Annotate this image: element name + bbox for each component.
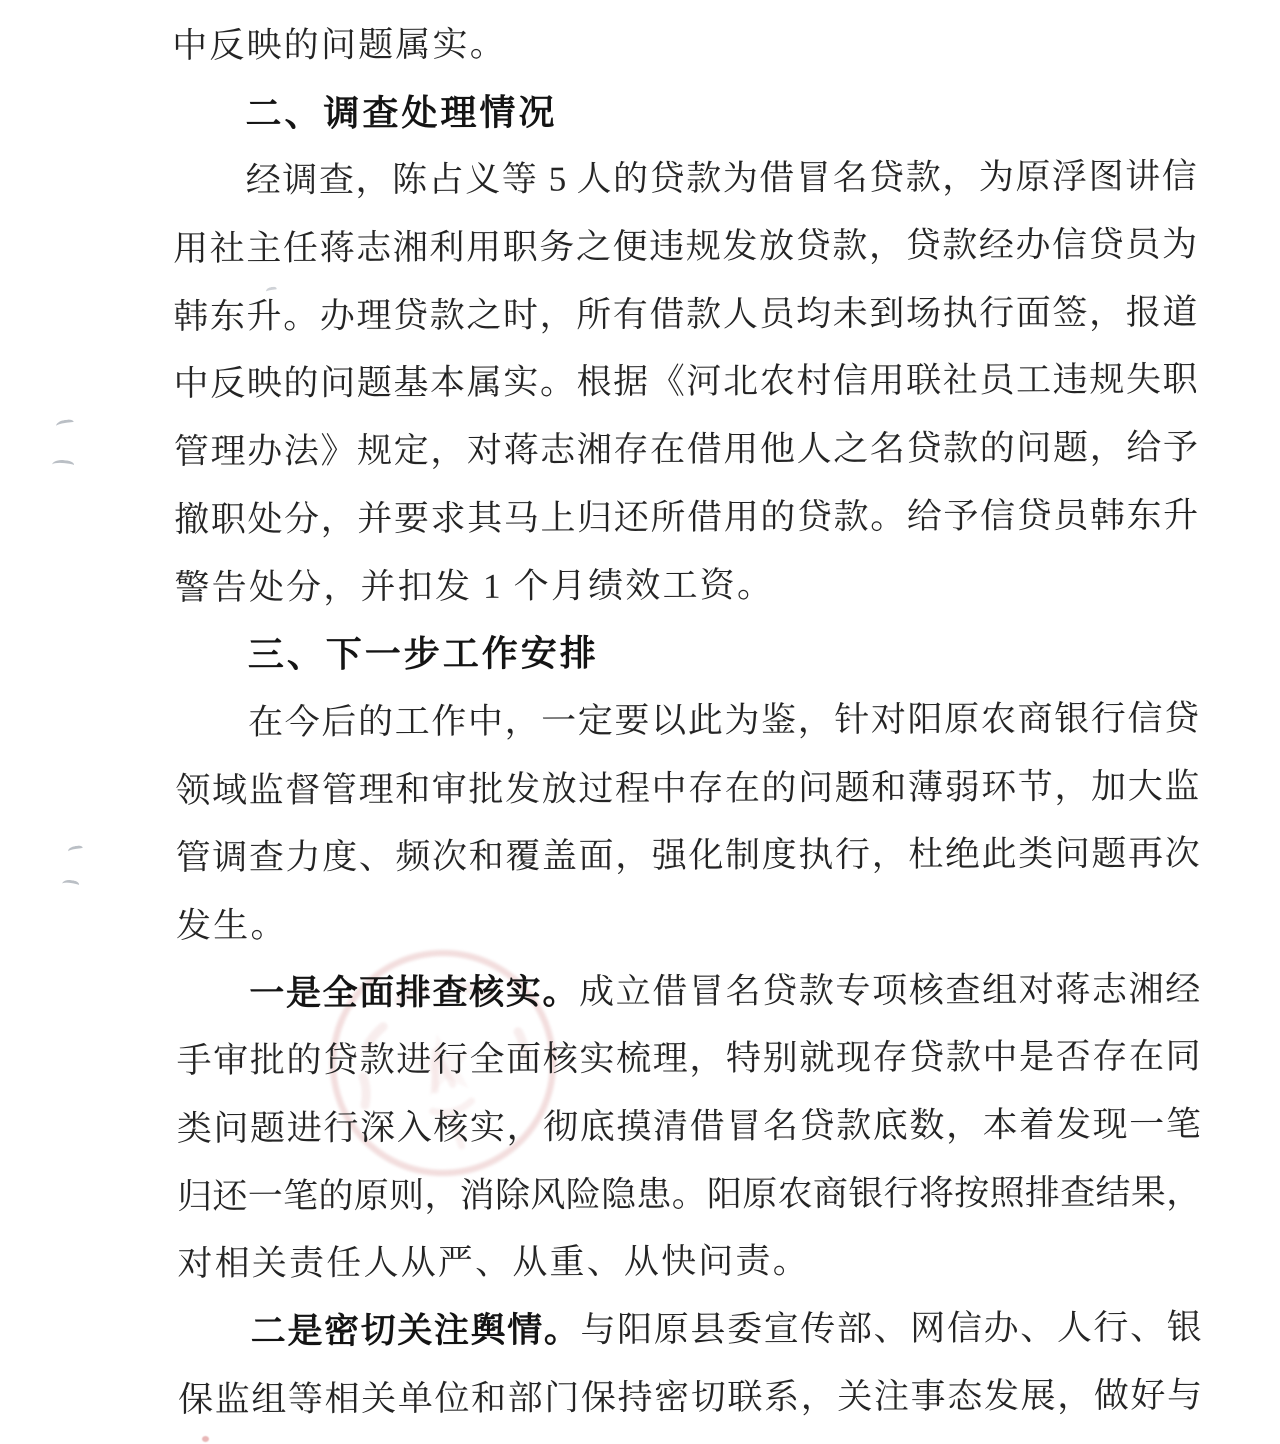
text-segment: 保监组等相关单位和部门保持密切联系，关注事态发展，做好与 (177, 1375, 1203, 1419)
paragraph-line (174, 414, 1198, 486)
text-segment: 中反映的问题基本属实。根据《河北农村信用联社员工违规失职 (173, 360, 1198, 404)
paragraph-line (174, 482, 1198, 554)
paragraph-line (174, 549, 1198, 621)
bold-emphasis-run: 一是全面排查核实。 (249, 972, 580, 1013)
text-segment: 用社主任蒋志湘利用职务之便违规发放贷款，贷款经办信贷员为 (172, 224, 1198, 269)
section-heading (172, 75, 1196, 147)
text-segment: 中反映的问题属实。 (172, 24, 508, 66)
paragraph-line (177, 1091, 1201, 1163)
paragraph-line (178, 1362, 1202, 1434)
paragraph-line (172, 8, 1196, 80)
text-segment: 与阳原县委宣传部、网信办、人行、银 (580, 1307, 1202, 1350)
paragraph-line (175, 752, 1199, 824)
text-segment: 管调查力度、频次和覆盖面，强化制度执行，杜绝此类问题再次 (175, 834, 1200, 878)
section-heading (175, 617, 1199, 689)
paragraph-line (176, 888, 1200, 960)
paragraph-line (173, 279, 1197, 351)
red-ink-dot (202, 1436, 209, 1442)
paragraph-line (177, 1226, 1201, 1298)
paragraph-line (176, 820, 1200, 892)
paragraph-line (173, 143, 1197, 215)
paragraph-line (175, 685, 1199, 757)
text-segment: 对相关责任人从严、从重、从快问责。 (177, 1241, 810, 1284)
text-segment: 韩东升。办理贷款之时，所有借款人员均未到场执行面签，报道 (173, 292, 1198, 336)
text-segment: 管理办法》规定，对蒋志湘存在借用他人之名贷款的问题，给予 (173, 427, 1198, 472)
scan-smudge (61, 879, 79, 892)
paragraph-line (176, 1023, 1200, 1095)
text-segment: 类问题进行深入核实，彻底摸清借冒名贷款底数，本着发现一笔 (176, 1104, 1201, 1149)
text-segment: 手审批的贷款进行全面核实梳理，特别就现存贷款中是否存在同 (176, 1037, 1201, 1081)
text-segment: 领域监督管理和审批发放过程中存在的问题和薄弱环节，加大监 (175, 766, 1200, 810)
paragraph-line (173, 346, 1197, 418)
text-segment: 发生。 (175, 905, 288, 946)
text-segment: 撤职处分，并要求其马上归还所借用的贷款。给予信贷员韩东升 (174, 495, 1199, 540)
bold-emphasis-run: 三、下一步工作安排 (247, 632, 599, 676)
text-segment: 成立借冒名贷款专项核查组对蒋志湘经 (578, 969, 1201, 1012)
scan-smudge (55, 419, 74, 430)
text-segment: 经调查，陈占义等 5 人的贷款为借冒名贷款，为原浮图讲信 (245, 157, 1197, 201)
bold-emphasis-run: 二是密切关注舆情。 (250, 1310, 581, 1351)
document-text (172, 8, 1202, 1434)
scan-smudge (68, 845, 84, 855)
paragraph-line (176, 955, 1200, 1027)
bold-emphasis-run: 二、调查处理情况 (245, 91, 558, 134)
scan-smudge (51, 459, 74, 472)
text-segment: 归还一笔的原则，消除风险隐患。阳原农商银行将按照排查结果， (177, 1172, 1202, 1216)
paragraph-line (177, 1158, 1201, 1230)
paragraph-line (173, 211, 1197, 283)
text-segment: 警告处分，并扣发 1 个月绩效工资。 (174, 565, 775, 607)
text-segment: 在今后的工作中，一定要以此为鉴，针对阳原农商银行信贷 (248, 698, 1200, 742)
paragraph-line (178, 1294, 1202, 1366)
